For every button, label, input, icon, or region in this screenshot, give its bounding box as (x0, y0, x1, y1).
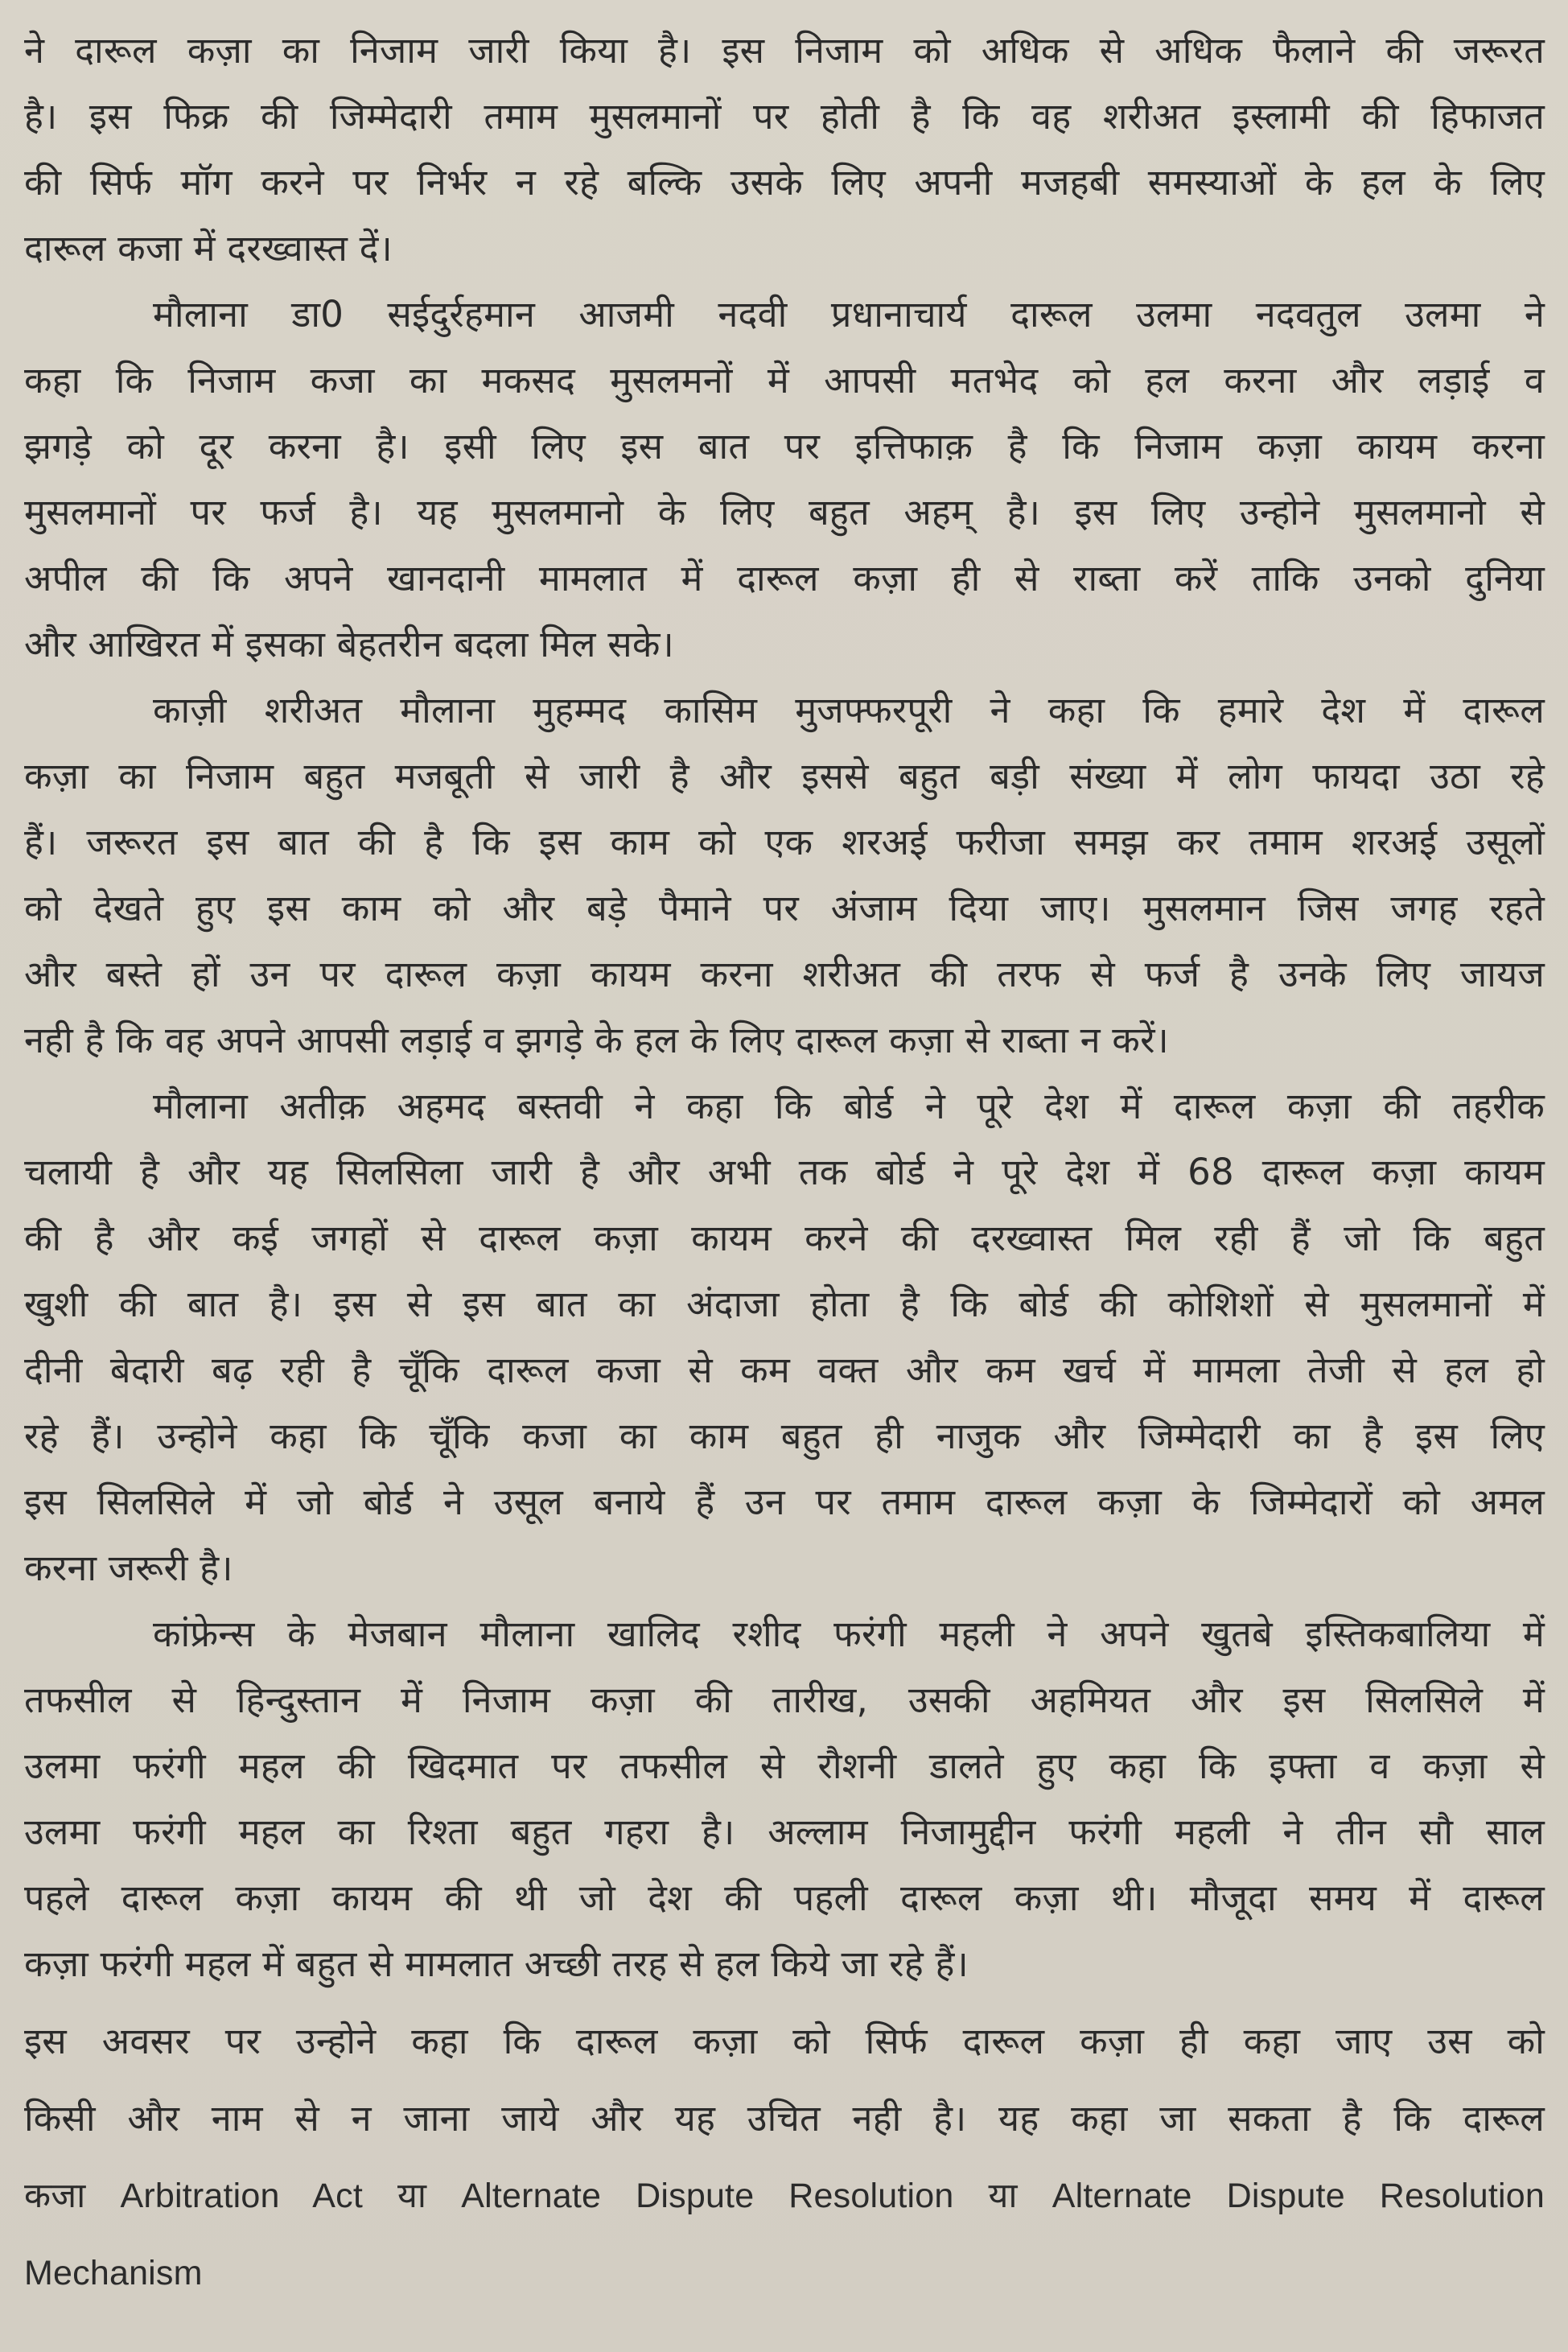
text-line: काज़ी शरीअत मौलाना मुहम्मद कासिम मुजफ्फरपूरी ने कहा कि हमारे देश में दारूल (153, 689, 1545, 731)
text-line: किसी और नाम से न जाना जाये और यह उचित नही है। यह कहा जा सकता है कि दारूल (24, 2097, 1545, 2140)
text-line: दीनी बेदारी बढ़ रही है चूँकि दारूल कजा से कम वक्त और कम खर्च में मामला तेजी से हल हो (24, 1349, 1545, 1391)
text-line: दारूल कजा में दरख्वास्त दें। (24, 227, 393, 270)
text-line: उलमा फरंगी महल का रिश्ता बहुत गहरा है। अल्लाम निजामुद्दीन फरंगी महली ने तीन सौ साल (24, 1810, 1545, 1853)
text-line: कजा Arbitration Act या Alternate Dispute Resolution या Alternate Dispute Resolution (24, 2177, 1545, 2215)
text-line: कांफ्रेन्स के मेजबान मौलाना खालिद रशीद फरंगी महली ने अपने खुतबे इस्तिकबालिया में (153, 1613, 1545, 1655)
text-line: मौलाना अतीक़ अहमद बस्तवी ने कहा कि बोर्ड ने पूरे देश में दारूल कज़ा की तहरीक (153, 1085, 1545, 1127)
text-line: खुशी की बात है। इस से इस बात का अंदाजा होता है कि बोर्ड की कोशिशों से मुसलमानों में (24, 1283, 1545, 1325)
text-line: को देखते हुए इस काम को और बड़े पैमाने पर अंजाम दिया जाए। मुसलमान जिस जगह रहते (24, 887, 1545, 929)
text-line: झगड़े को दूर करना है। इसी लिए इस बात पर इत्तिफाक़ है कि निजाम कज़ा कायम करना (24, 425, 1545, 468)
text-line: कहा कि निजाम कजा का मकसद मुसलमनों में आपसी मतभेद को हल करना और लड़ाई व (24, 359, 1545, 402)
text-line: मौलाना डा0 सईदुर्रहमान आजमी नदवी प्रधानाचार्य दारूल उलमा नदवतुल उलमा ने (153, 293, 1545, 336)
text-line: है। इस फिक्र की जिम्मेदारी तमाम मुसलमानों पर होती है कि वह शरीअत इस्लामी की हिफाजत (24, 95, 1545, 138)
text-line: की है और कई जगहों से दारूल कज़ा कायम करने की दरख्वास्त मिल रही हैं जो कि बहुत (24, 1217, 1545, 1259)
text-line: कज़ा का निजाम बहुत मजबूती से जारी है और इससे बहुत बड़ी संख्या में लोग फायदा उठा रहे (24, 755, 1545, 797)
text-line: ने दारूल कज़ा का निजाम जारी किया है। इस निजाम को अधिक से अधिक फैलाने की जरूरत (24, 29, 1545, 72)
text-line: की सिर्फ मॉग करने पर निर्भर न रहे बल्कि उसके लिए अपनी मजहबी समस्याओं के हल के लिए (24, 161, 1545, 204)
text-line: नही है कि वह अपने आपसी लड़ाई व झगड़े के हल के लिए दारूल कज़ा से राब्ता न करें। (24, 1019, 1169, 1061)
text-line: Mechanism (24, 2254, 203, 2292)
text-line: तफसील से हिन्दुस्तान में निजाम कज़ा की तारीख, उसकी अहमियत और इस सिलसिले में (24, 1679, 1545, 1721)
text-line: और बस्ते हों उन पर दारूल कज़ा कायम करना शरीअत की तरफ से फर्ज है उनके लिए जायज (24, 953, 1545, 995)
text-line: रहे हैं। उन्होने कहा कि चूँकि कजा का काम बहुत ही नाजुक और जिम्मेदारी का है इस लिए (24, 1415, 1545, 1457)
text-line: इस अवसर पर उन्होने कहा कि दारूल कज़ा को सिर्फ दारूल कज़ा ही कहा जाए उस को (24, 2020, 1545, 2062)
text-line: इस सिलसिले में जो बोर्ड ने उसूल बनाये हैं उन पर तमाम दारूल कज़ा के जिम्मेदारों को अमल (24, 1481, 1545, 1523)
text-line: हैं। जरूरत इस बात की है कि इस काम को एक शरअई फरीजा समझ कर तमाम शरअई उसूलों (24, 821, 1545, 863)
text-line: और आखिरत में इसका बेहतरीन बदला मिल सके। (24, 623, 674, 665)
text-line: चलायी है और यह सिलसिला जारी है और अभी तक बोर्ड ने पूरे देश में 68 दारूल कज़ा कायम (24, 1151, 1545, 1193)
text-line: पहले दारूल कज़ा कायम की थी जो देश की पहली दारूल कज़ा थी। मौजूदा समय में दारूल (24, 1876, 1545, 1919)
text-line: कज़ा फरंगी महल में बहुत से मामलात अच्छी तरह से हल किये जा रहे हैं। (24, 1942, 969, 1985)
text-line: मुसलमानों पर फर्ज है। यह मुसलमानो के लिए बहुत अहम् है। इस लिए उन्होने मुसलमानो से (24, 491, 1545, 533)
text-line: करना जरूरी है। (24, 1547, 233, 1589)
text-line: अपील की कि अपने खानदानी मामलात में दारूल कज़ा ही से राब्ता करें ताकि उनको दुनिया (24, 557, 1545, 599)
text-line: उलमा फरंगी महल की खिदमात पर तफसील से रौशनी डालते हुए कहा कि इफ्ता व कज़ा से (24, 1744, 1545, 1787)
